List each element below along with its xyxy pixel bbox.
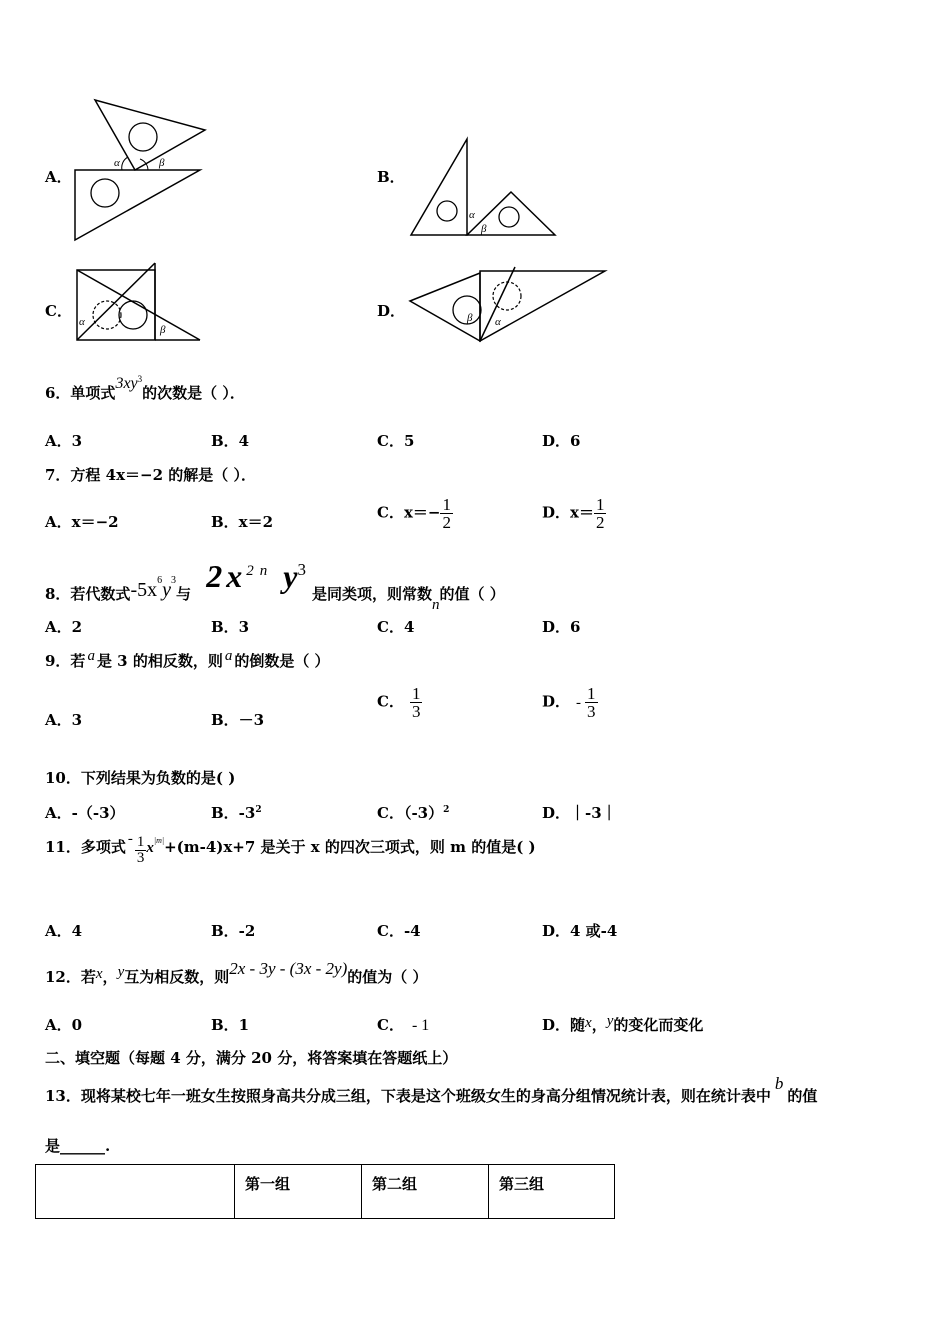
q11-option-c: C．-4	[377, 922, 421, 940]
q8-stem: 8．若代数式$-5x^6y^3$与 $2x^{2n}$ $y^3$是同类项，则常数n的值（ ）	[45, 558, 505, 613]
option-b-label: B．	[377, 168, 405, 186]
q6-option-d: D．6	[542, 432, 581, 450]
q12-stem: 12．若x，y互为相反数，则2x - 3y - (3x - 2y)的值为（ ）	[45, 959, 428, 986]
q7-option-d: D．x＝ $\frac{1}{2}$	[542, 495, 605, 532]
q9-option-d: D． - $\frac{1}{3}$	[542, 684, 596, 721]
table-header-cell: 第二组	[362, 1165, 489, 1219]
q9-stem: 9．若 a 是 3 的相反数，则 a 的倒数是（ ）	[45, 648, 330, 670]
q8-term1: -5x	[130, 579, 158, 601]
q11-option-a: A．4	[45, 922, 83, 940]
q11-option-d: D．4 或-4	[542, 922, 618, 940]
q12-option-a: A．0	[45, 1016, 83, 1034]
q8-option-a: A．2	[45, 618, 83, 636]
q8-option-b: B．3	[211, 618, 250, 636]
q6-option-a: A．3	[45, 432, 83, 450]
figure-b	[405, 135, 565, 245]
answer-blank[interactable]: ______	[60, 1137, 106, 1155]
table-header-cell: 第三组	[489, 1165, 615, 1219]
q10-option-d: D．｜-3｜	[542, 804, 617, 822]
q8-option-d: D．6	[542, 618, 581, 636]
q9-option-c: C． $\frac{1}{3}$	[377, 684, 421, 721]
q10-stem: 10．下列结果为负数的是( )	[45, 769, 236, 787]
section-title: 二、填空题（每题 4 分，满分 20 分，将答案填在答题纸上）	[45, 1049, 458, 1067]
svg-text:β: β	[467, 312, 473, 324]
alpha-label: α	[114, 157, 120, 169]
figure-a	[60, 95, 220, 245]
q6-option-c: C．5	[377, 432, 415, 450]
q8-term2: 2x	[206, 558, 247, 594]
height-group-table	[35, 1164, 615, 1219]
q12-option-d: D．随x，y的变化而变化	[542, 1013, 704, 1034]
svg-text:α: α	[79, 316, 85, 328]
q10-option-b: B．$-3^2$	[211, 804, 262, 822]
q6-monomial: 3xy	[115, 375, 138, 392]
q12-option-b: B．1	[211, 1016, 250, 1034]
option-d-label: D．	[377, 302, 406, 320]
table-header-cell: 第一组	[235, 1165, 362, 1219]
q10-option-a: A．-（-3）	[45, 804, 125, 822]
option-a-label: A．	[45, 168, 72, 186]
q6-option-b: B．4	[211, 432, 250, 450]
table-row	[36, 1165, 615, 1219]
svg-text:α: α	[469, 209, 475, 221]
q9-option-b: B．－3	[211, 711, 265, 729]
svg-text:β: β	[160, 324, 166, 336]
q12-option-c: C． - 1	[377, 1016, 430, 1034]
q7-option-a: A．x＝−2	[45, 513, 119, 531]
figure-d	[405, 263, 610, 348]
q12-expression: 2x - 3y - (3x - 2y)	[229, 959, 348, 978]
q6-stem: 6．单项式$3xy^3$的次数是（ ）．	[45, 374, 245, 402]
svg-text:α: α	[495, 316, 501, 328]
svg-text:β: β	[481, 223, 487, 235]
q8-option-c: C．4	[377, 618, 415, 636]
table-header-cell	[36, 1165, 235, 1219]
q7-option-c: C．x＝− $\frac{1}{2}$	[377, 495, 451, 532]
figure-c	[65, 255, 210, 350]
q7-stem: 7．方程 4x＝−2 的解是（ ）．	[45, 466, 256, 484]
beta-label: β	[159, 157, 165, 169]
q13-stem: 13．现将某校七年一班女生按照身高共分成三组，下表是这个班级女生的身高分组情况统计表，则在统计表中b的值	[45, 1074, 818, 1105]
q11-option-b: B．-2	[211, 922, 256, 940]
q13-stem-line2: 是______.	[45, 1137, 111, 1155]
q7-option-b: B．x＝2	[211, 513, 274, 531]
q11-stem: 11．多项式 - $\frac{1}{3}$ $x^{|m|}+(m-4)x+7$ 是关于 x 的四次三项式，则 m 的值是( )	[45, 830, 536, 866]
option-c-label: C．	[45, 302, 72, 320]
q10-option-c: C．$(-3)^2$	[377, 804, 450, 822]
q9-option-a: A．3	[45, 711, 83, 729]
